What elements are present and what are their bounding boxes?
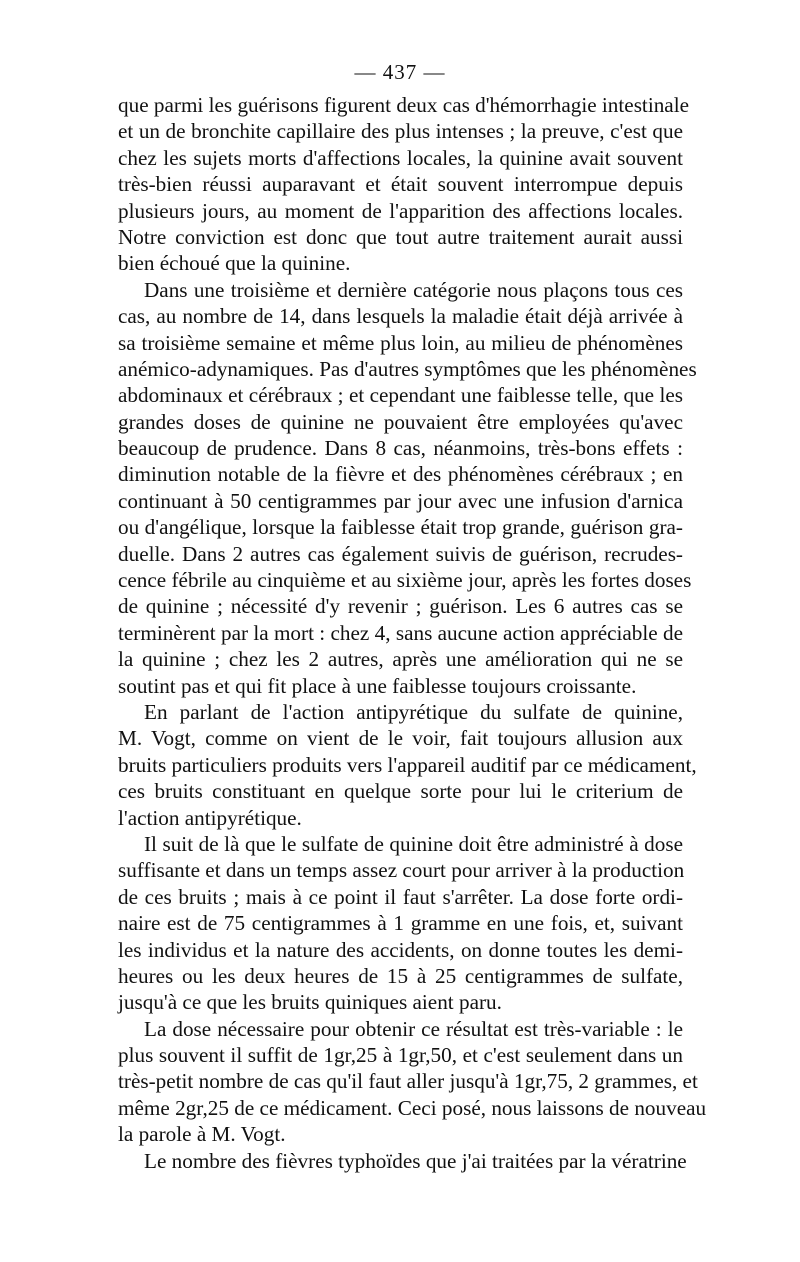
text-line: cas, au nombre de 14, dans lesquels la maladie était déjà arrivée à xyxy=(118,304,683,329)
text-line: Notre conviction est donc que tout autre traitement aurait aussi xyxy=(118,224,683,249)
text-line: continuant à 50 centigrammes par jour avec une infusion d'arnica xyxy=(118,488,683,513)
text-line: de ces bruits ; mais à ce point il faut s'arrêter. La dose forte ordi- xyxy=(118,884,683,909)
text-line: Dans une troisième et dernière catégorie nous plaçons tous ces xyxy=(144,277,683,302)
text-line: Il suit de là que le sulfate de quinine doit être administré à dose xyxy=(144,831,683,856)
text-line: bruits particuliers produits vers l'appareil auditif par ce médicament, xyxy=(118,752,697,777)
text-line: ou d'angélique, lorsque la faiblesse était trop grande, guérison gra- xyxy=(118,515,683,540)
text-line: la quinine ; chez les 2 autres, après une amélioration qui ne se xyxy=(118,647,683,672)
text-line: beaucoup de prudence. Dans 8 cas, néanmoins, très-bons effets : xyxy=(118,436,683,461)
text-line: grandes doses de quinine ne pouvaient être employées qu'avec xyxy=(118,409,683,434)
text-line: que parmi les guérisons figurent deux cas d'hémorrhagie intestinale xyxy=(118,93,689,117)
text-line: de quinine ; nécessité d'y revenir ; guérison. Les 6 autres cas se xyxy=(118,594,683,619)
text-line: abdominaux et cérébraux ; et cependant une faiblesse telle, que les xyxy=(118,383,683,408)
text-line: les individus et la nature des accidents, on donne toutes les demi- xyxy=(118,937,683,962)
text-line: diminution notable de la fièvre et des phénomènes cérébraux ; en xyxy=(118,462,683,487)
text-line: la parole à M. Vogt. xyxy=(118,1122,286,1147)
text-line: même 2gr,25 de ce médicament. Ceci posé, nous laissons de nouveau xyxy=(118,1095,707,1120)
page-number: — 437 — xyxy=(354,60,446,84)
body-text xyxy=(118,92,707,1174)
text-line: très-petit nombre de cas qu'il faut aller jusqu'à 1gr,75, 2 grammes, et xyxy=(118,1069,698,1094)
text-line: duelle. Dans 2 autres cas également suivis de guérison, recrudes- xyxy=(118,541,683,566)
text-line: sa troisième semaine et même plus loin, au milieu de phénomènes xyxy=(118,330,683,355)
text-line: M. Vogt, comme on vient de le voir, fait toujours allusion aux xyxy=(118,726,683,751)
text-line: soutint pas et qui fit place à une faiblesse toujours croissante. xyxy=(118,673,637,698)
text-line: anémico-adynamiques. Pas d'autres symptômes que les phénomènes xyxy=(118,356,697,381)
text-line: très-bien réussi auparavant et était souvent interrompue depuis xyxy=(118,172,683,197)
text-line: chez les sujets morts d'affections locales, la quinine avait souvent xyxy=(118,145,683,170)
text-line: plusieurs jours, au moment de l'apparition des affections locales. xyxy=(118,198,683,223)
text-line: suffisante et dans un temps assez court pour arriver à la production xyxy=(118,858,685,883)
text-line: terminèrent par la mort : chez 4, sans aucune action appréciable de xyxy=(118,620,683,645)
text-line: heures ou les deux heures de 15 à 25 centigrammes de sulfate, xyxy=(118,963,683,988)
text-line: plus souvent il suffit de 1gr,25 à 1gr,50, et c'est seulement dans un xyxy=(118,1043,683,1068)
text-line: Le nombre des fièvres typhoïdes que j'ai traitées par la vératrine xyxy=(144,1148,687,1173)
text-line: jusqu'à ce que les bruits quiniques aient paru. xyxy=(118,990,502,1015)
text-line: l'action antipyrétique. xyxy=(118,805,302,830)
text-line: naire est de 75 centigrammes à 1 gramme en une fois, et, suivant xyxy=(118,911,683,936)
text-line: ces bruits constituant en quelque sorte pour lui le criterium de xyxy=(118,779,683,804)
text-line: En parlant de l'action antipyrétique du sulfate de quinine, xyxy=(144,699,683,724)
text-line: La dose nécessaire pour obtenir ce résultat est très-variable : le xyxy=(144,1016,683,1041)
text-line: bien échoué que la quinine. xyxy=(118,251,351,276)
text-line: cence fébrile au cinquième et au sixième jour, après les fortes doses xyxy=(118,568,692,593)
text-line: et un de bronchite capillaire des plus intenses ; la preuve, c'est que xyxy=(118,119,683,144)
